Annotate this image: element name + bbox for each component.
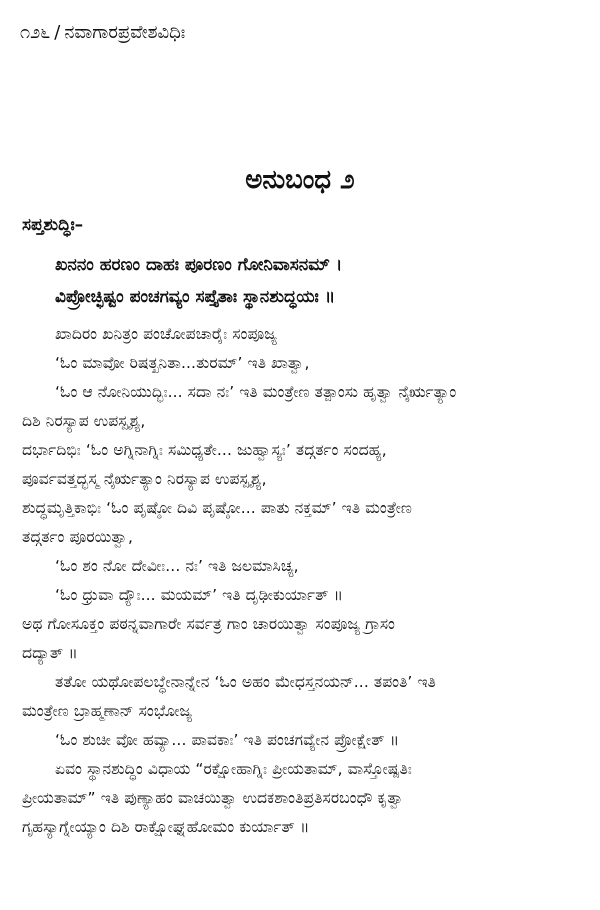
body-line: ಗೃಹಸ್ಯಾಗ್ನೇಯ್ಯಾಂ ದಿಶಿ ರಾಕ್ಷೋಘ್ನಹೋಮಂ ಕುರ್ಯಾತ್ ॥ [22,818,310,836]
body-line: ತತೋ ಯಥೋಪಲಬ್ಧೇನಾನ್ನೇನ ‘ಓಂ ಅಹಂ ಮೇಧಸ್ತನಯನ್... ತಪಂತಿ’ ಇತಿ [55,673,436,691]
body-line: ‘ಓಂ ಮಾವೋ ರಿಷತ್ಖನಿತಾ...ತುರಮ್’ ಇತಿ ಖಾತ್ವಾ, [55,354,310,372]
header-separator: / [54,22,61,43]
body-line: ಶುದ್ಧಮೃತ್ತಿಕಾಭಿಃ ‘ಓಂ ಪೃಷ್ಠೋ ದಿವಿ ಪೃಷ್ಠೋ... ಪಾತು ನಕ್ತಮ್’ ಇತಿ ಮಂತ್ರೇಣ [22,499,413,517]
section-heading: ಸಪ್ತಶುದ್ಧಿಃ– [22,215,84,235]
page-number: ೧೨೬ [20,22,51,43]
body-line: ಏವಂ ಸ್ಥಾನಶುದ್ಧಿಂ ವಿಧಾಯ “ರಕ್ಷೋಹಾಗ್ನಿಃ ಪ್ರೀಯತಾಮ್, ವಾಸ್ತೋಷ್ಪತಿಃ [55,760,412,778]
running-title: ನವಾಗಾರಪ್ರವೇಶವಿಧಿಃ [64,22,186,43]
body-line: ಖಾದಿರಂ ಖನಿತ್ರಂ ಪಂಚೋಪಚಾರೈಃ ಸಂಪೂಜ್ಯ [55,325,277,343]
body-line: ದಿಶಿ ನಿರಸ್ಯಾಪ ಉಪಸ್ಪೃಶ್ಯ, [22,412,146,430]
body-line: ಪೂರ್ವವತ್ತದ್ಭಸ್ಮ ನೈರ್ಋತ್ಯಾಂ ನಿರಸ್ಯಾಪ ಉಪಸ್ಪೃಶ್ಯ, [22,470,267,488]
body-line: ಮಂತ್ರೇಣ ಬ್ರಾಹ್ಮಣಾನ್ ಸಂಭೋಜ್ಯ [22,702,193,720]
body-line: ಅಥ ಗೋಸೂಕ್ತಂ ಪಠನ್ನವಾಗಾರೇ ಸರ್ವತ್ರ ಗಾಂ ಚಾರಯಿತ್ವಾ ಸಂಪೂಜ್ಯ ಗ್ರಾಸಂ [22,615,396,633]
body-line: ದದ್ಯಾತ್ ॥ [22,644,78,662]
body-line: ‘ಓಂ ಆ ನೋನಿಯುದ್ಭಿಃ... ಸದಾ ನಃ’ ಇತಿ ಮಂತ್ರೇಣ ತತ್ಪಾಂಸು ಹೃತ್ವಾ ನೈರ್ಋತ್ಯಾಂ [55,383,457,401]
appendix-title: ಅನುಬಂಧ ೨ [245,165,355,195]
body-line: ‘ಓಂ ಶುಚೀ ವೋ ಹವ್ಯಾ... ಪಾವಕಾಃ’ ಇತಿ ಪಂಚಗವ್ಯೇನ ಪ್ರೋಕ್ಷೇತ್ ॥ [55,731,400,749]
body-line: ಪ್ರೀಯತಾಮ್” ಇತಿ ಪುಣ್ಯಾಹಂ ವಾಚಯಿತ್ವಾ ಉದಕಶಾಂತಿಪ್ರತಿಸರಬಂಧೌ ಕೃತ್ವಾ [22,789,404,807]
body-line: ದರ್ಭಾದಿಭಿಃ ‘ಓಂ ಅಗ್ನಿನಾಗ್ನಿಃ ಸಮಿಧ್ಯತೇ... ಜುಹ್ವಾಸ್ಯಃ’ ತದ್ಗರ್ತಂ ಸಂದಹ್ಯ, [22,441,387,459]
verse-line: ಖನನಂ ಹರಣಂ ದಾಹಃ ಪೂರಣಂ ಗೋನಿವಾಸನಮ್ । [55,255,343,275]
running-header [20,22,185,43]
body-line: ‘ಓಂ ಧ್ರುವಾ ದ್ಯೌಃ... ಮಯಮ್’ ಇತಿ ದೃಢೀಕುರ್ಯಾತ್ ॥ [55,586,344,604]
body-line: ‘ಓಂ ಶಂ ನೋ ದೇವೀಃ... ನಃ’ ಇತಿ ಜಲಮಾಸಿಚ್ಯ, [55,557,299,575]
verse-line: ವಿಪ್ರೋಚ್ಛಿಷ್ಟಂ ಪಂಚಗವ್ಯಂ ಸಪ್ತೈತಾಃ ಸ್ಥಾನಶುದ್ಧಯಃ ॥ [55,287,336,307]
body-line: ತದ್ಗರ್ತಂ ಪೂರಯಿತ್ವಾ, [22,528,133,546]
